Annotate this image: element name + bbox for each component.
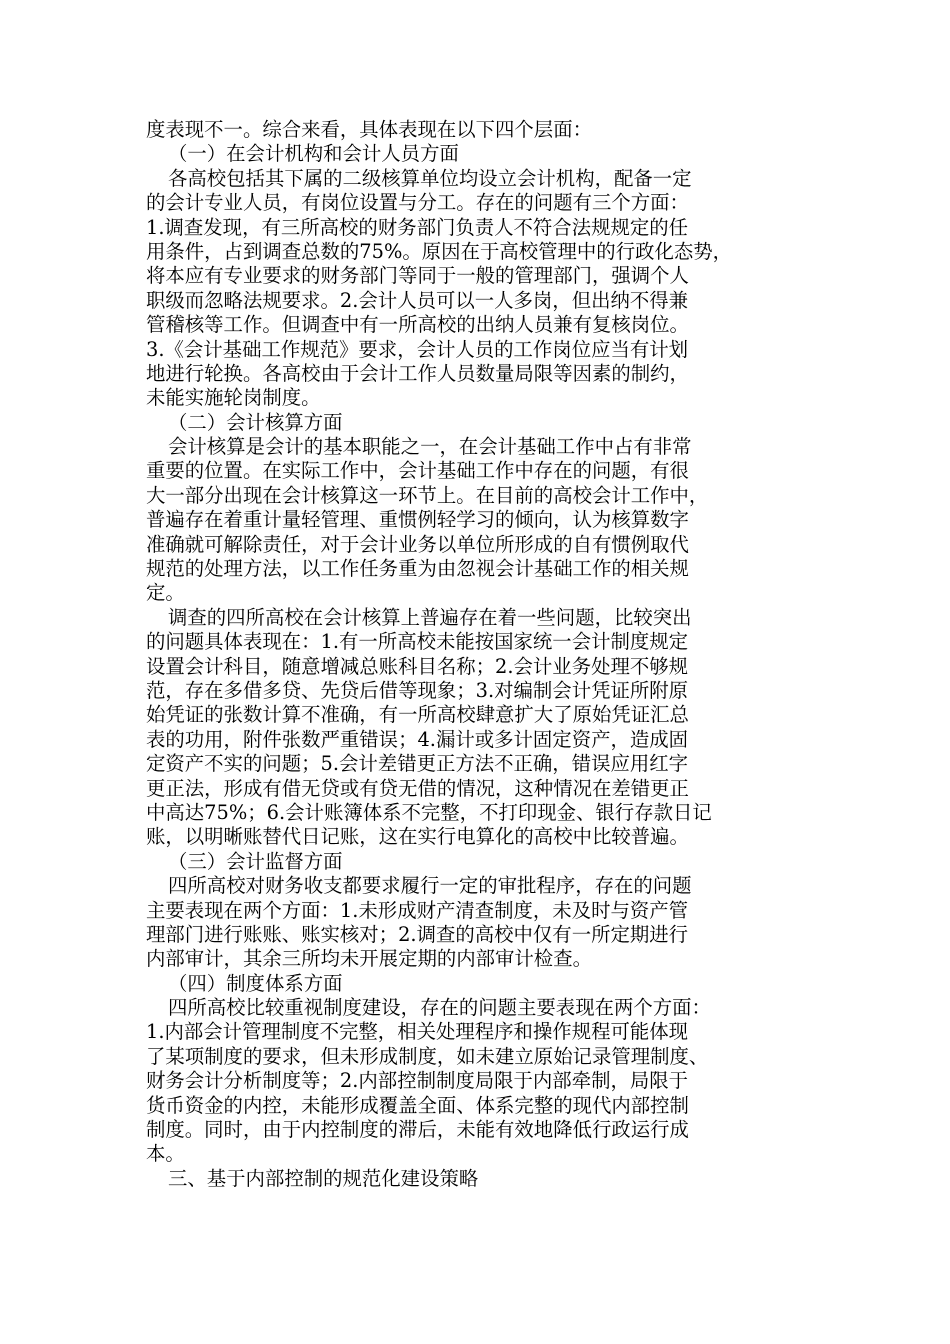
text-line: 职级而忽略法规要求。2.会计人员可以一人多岗，但出纳不得兼 <box>146 288 689 312</box>
text-line: 内部审计，其余三所均未开展定期的内部审计检查。 <box>146 947 592 971</box>
text-line: 的问题具体表现在：1.有一所高校未能按国家统一会计制度规定 <box>146 630 689 654</box>
text-line: 大一部分出现在会计核算这一环节上。在目前的高校会计工作中， <box>146 483 709 507</box>
text-line: 管稽核等工作。但调查中有一所高校的出纳人员兼有复核岗位。 <box>146 313 689 337</box>
text-line: 1.调查发现，有三所高校的财务部门负责人不符合法规规定的任 <box>146 215 689 239</box>
text-line: 准确就可解除责任，对于会计业务以单位所形成的自有惯例取代 <box>146 532 689 556</box>
text-line: 理部门进行账账、账实核对；2.调查的高校中仅有一所定期进行 <box>146 922 689 946</box>
text-line: 会计核算是会计的基本职能之一，在会计基础工作中占有非常 <box>168 435 692 459</box>
text-line: 账，以明晰账替代日记账，这在实行电算化的高校中比较普遍。 <box>146 825 689 849</box>
text-line: 中高达75%；6.会计账簿体系不完整，不打印现金、银行存款日记 <box>146 800 712 824</box>
text-line: 规范的处理方法，以工作任务重为由忽视会计基础工作的相关规 <box>146 557 689 581</box>
text-line: 度表现不一。综合来看，具体表现在以下四个层面： <box>146 118 592 141</box>
text-line: 设置会计科目，随意增减总账科目名称；2.会计业务处理不够规 <box>146 654 689 678</box>
text-line: 货币资金的内控，未能形成覆盖全面、体系完整的现代内部控制 <box>146 1093 689 1117</box>
text-line: 四所高校比较重视制度建设，存在的问题主要表现在两个方面： <box>168 996 711 1020</box>
text-line: 定。 <box>146 581 185 605</box>
chapter-heading: 三、基于内部控制的规范化建设策略 <box>168 1166 479 1190</box>
text-line: 调查的四所高校在会计核算上普遍存在着一些问题，比较突出 <box>168 605 692 629</box>
text-line: 用条件，占到调查总数的75%。原因在于高校管理中的行政化态势， <box>146 239 733 263</box>
text-line: 未能实施轮岗制度。 <box>146 386 321 410</box>
text-line: 表的功用，附件张数严重错误；4.漏计或多计固定资产，造成固 <box>146 727 689 751</box>
text-line: 始凭证的张数计算不准确，有一所高校肆意扩大了原始凭证汇总 <box>146 703 689 727</box>
text-line: 各高校包括其下属的二级核算单位均设立会计机构，配备一定 <box>168 166 692 190</box>
text-line: 的会计专业人员，有岗位设置与分工。存在的问题有三个方面： <box>146 191 689 215</box>
text-line: 普遍存在着重计量轻管理、重惯例轻学习的倾向，认为核算数字 <box>146 508 689 532</box>
section-heading: （一）在会计机构和会计人员方面 <box>168 142 459 166</box>
text-line: 本。 <box>146 1142 185 1166</box>
text-line: 范，存在多借多贷、先贷后借等现象；3.对编制会计凭证所附原 <box>146 678 689 702</box>
text-line: 更正法，形成有借无贷或有贷无借的情况，这种情况在差错更正 <box>146 776 689 800</box>
text-line: 将本应有专业要求的财务部门等同于一般的管理部门，强调个人 <box>146 264 689 288</box>
text-line: 定资产不实的问题；5.会计差错更正方法不正确，错误应用红字 <box>146 752 689 776</box>
text-line: 重要的位置。在实际工作中，会计基础工作中存在的问题，有很 <box>146 459 689 483</box>
text-line: 四所高校对财务收支都要求履行一定的审批程序，存在的问题 <box>168 874 692 898</box>
section-heading: （三）会计监督方面 <box>168 849 343 873</box>
section-heading: （四）制度体系方面 <box>168 971 343 995</box>
text-line: 地进行轮换。各高校由于会计工作人员数量局限等因素的制约， <box>146 361 689 385</box>
text-line: 了某项制度的要求，但未形成制度，如未建立原始记录管理制度、 <box>146 1044 709 1068</box>
text-line: 1.内部会计管理制度不完整，相关处理程序和操作规程可能体现 <box>146 1020 689 1044</box>
text-line: 3.《会计基础工作规范》要求，会计人员的工作岗位应当有计划 <box>146 337 689 361</box>
text-line: 财务会计分析制度等；2.内部控制制度局限于内部牵制，局限于 <box>146 1069 689 1093</box>
document-body <box>146 118 806 1191</box>
text-line: 主要表现在两个方面：1.未形成财产清查制度，未及时与资产管 <box>146 898 689 922</box>
section-heading: （二）会计核算方面 <box>168 410 343 434</box>
text-line: 制度。同时，由于内控制度的滞后，未能有效地降低行政运行成 <box>146 1118 689 1142</box>
